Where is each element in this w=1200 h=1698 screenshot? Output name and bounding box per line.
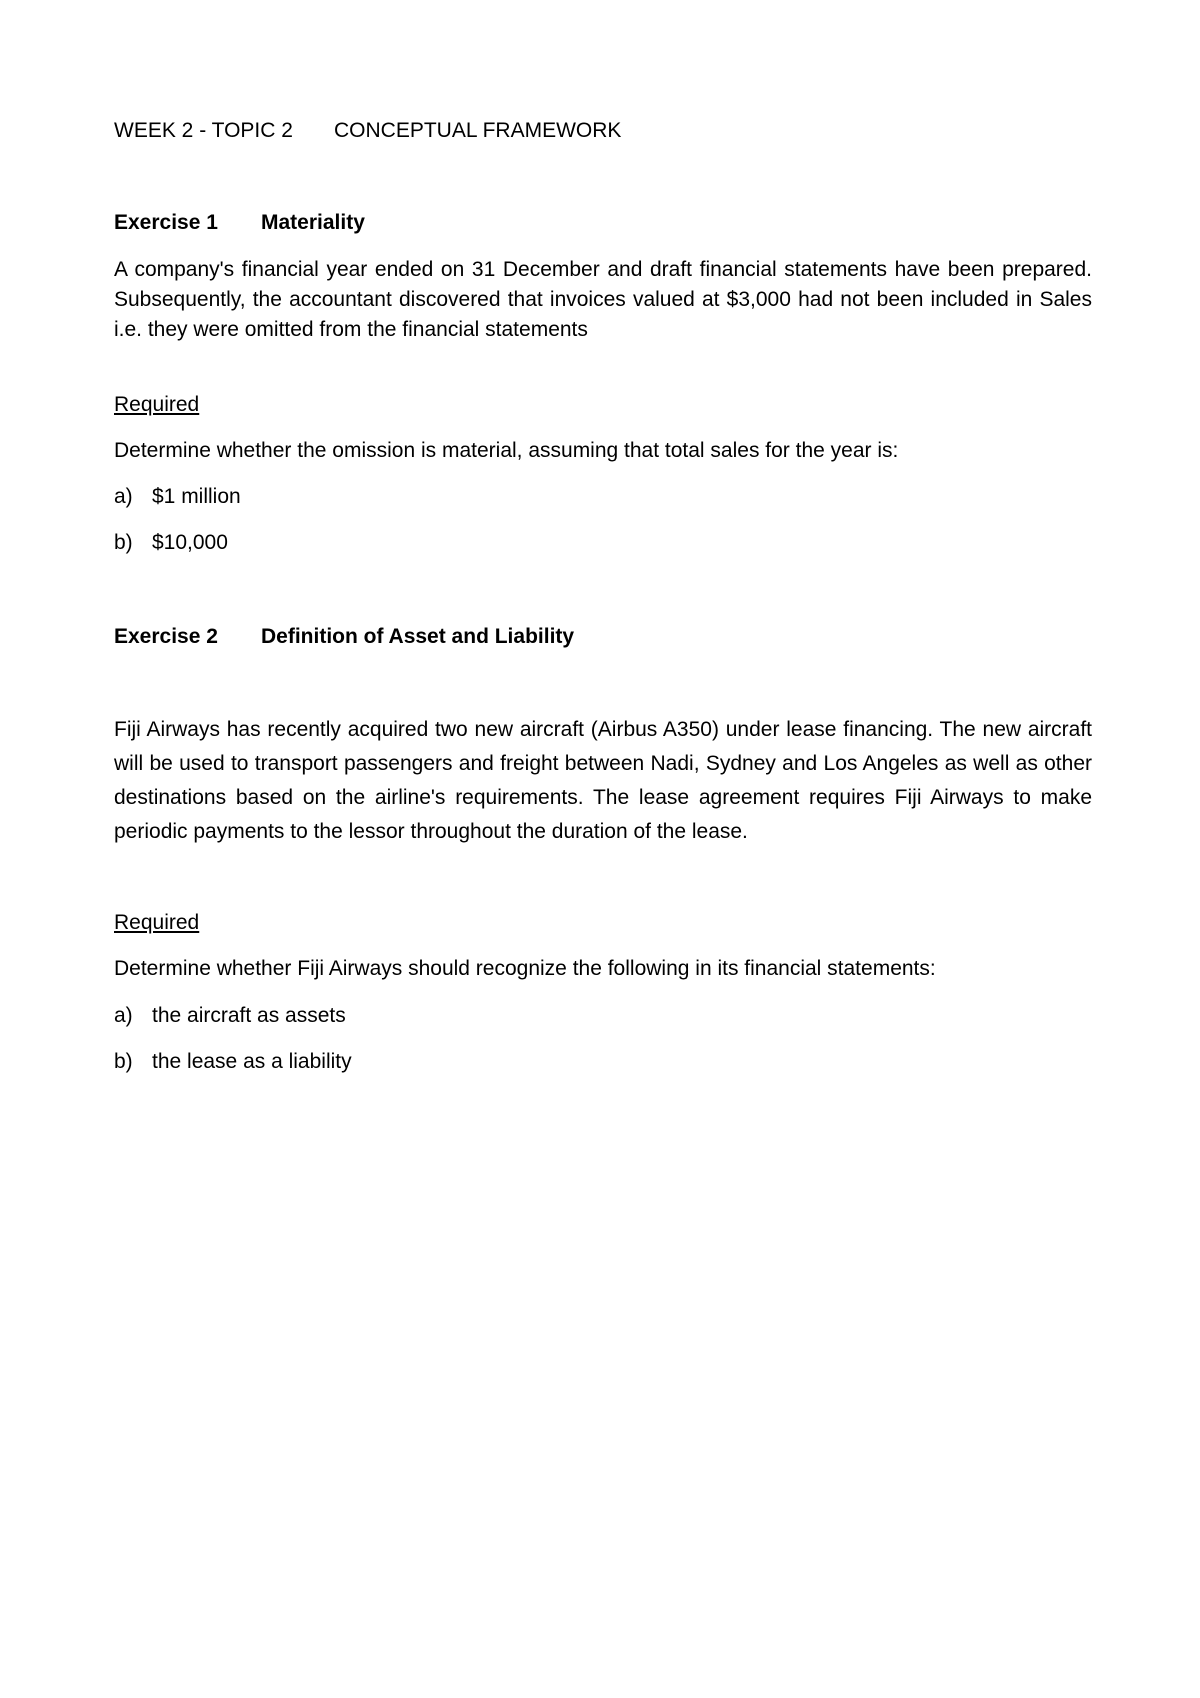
exercise-1-heading xyxy=(114,208,365,238)
option-text: the aircraft as assets xyxy=(152,1004,346,1027)
option-marker: a) xyxy=(114,485,133,508)
exercise-2-number: Exercise 2 xyxy=(114,625,218,648)
exercise-2-option-a xyxy=(114,1001,346,1031)
week-topic-label: WEEK 2 - TOPIC 2 xyxy=(114,119,293,142)
exercise-2-title: Definition of Asset and Liability xyxy=(261,625,575,648)
exercise-1-option-a xyxy=(114,482,241,512)
document-title: CONCEPTUAL FRAMEWORK xyxy=(334,119,622,142)
document-header xyxy=(114,116,622,146)
exercise-1-number: Exercise 1 xyxy=(114,211,218,234)
exercise-1-body: A company's financial year ended on 31 December and draft financial statements have been prepared. Subsequently, the accountant discovered that invoices valued at $3,000 had not been included in Sales i.e. they were omitted from the financial statements xyxy=(114,258,1092,341)
option-text: $10,000 xyxy=(152,531,228,554)
option-marker: a) xyxy=(114,1004,133,1027)
exercise-1-question: Determine whether the omission is material, assuming that total sales for the year is: xyxy=(114,439,899,462)
exercise-2-option-b xyxy=(114,1047,352,1077)
exercise-1-option-b xyxy=(114,528,228,558)
exercise-1-required-label: Required xyxy=(114,393,200,416)
exercise-2-question: Determine whether Fiji Airways should recognize the following in its financial statements: xyxy=(114,957,936,980)
option-text: $1 million xyxy=(152,485,241,508)
exercise-2-heading xyxy=(114,622,575,652)
exercise-1-title: Materiality xyxy=(261,211,365,234)
option-text: the lease as a liability xyxy=(152,1050,352,1073)
exercise-2-required-label: Required xyxy=(114,911,200,934)
option-marker: b) xyxy=(114,1050,133,1073)
option-marker: b) xyxy=(114,531,133,554)
exercise-2-body: Fiji Airways has recently acquired two new aircraft (Airbus A350) under lease financing. The new aircraft will be used to transport passengers and freight between Nadi, Sydney and Los Angeles as well as other destinations based on the airline's requirements. The lease agreement requires Fiji Airways to make periodic payments to the lessor throughout the duration of the lease. xyxy=(114,718,1092,843)
